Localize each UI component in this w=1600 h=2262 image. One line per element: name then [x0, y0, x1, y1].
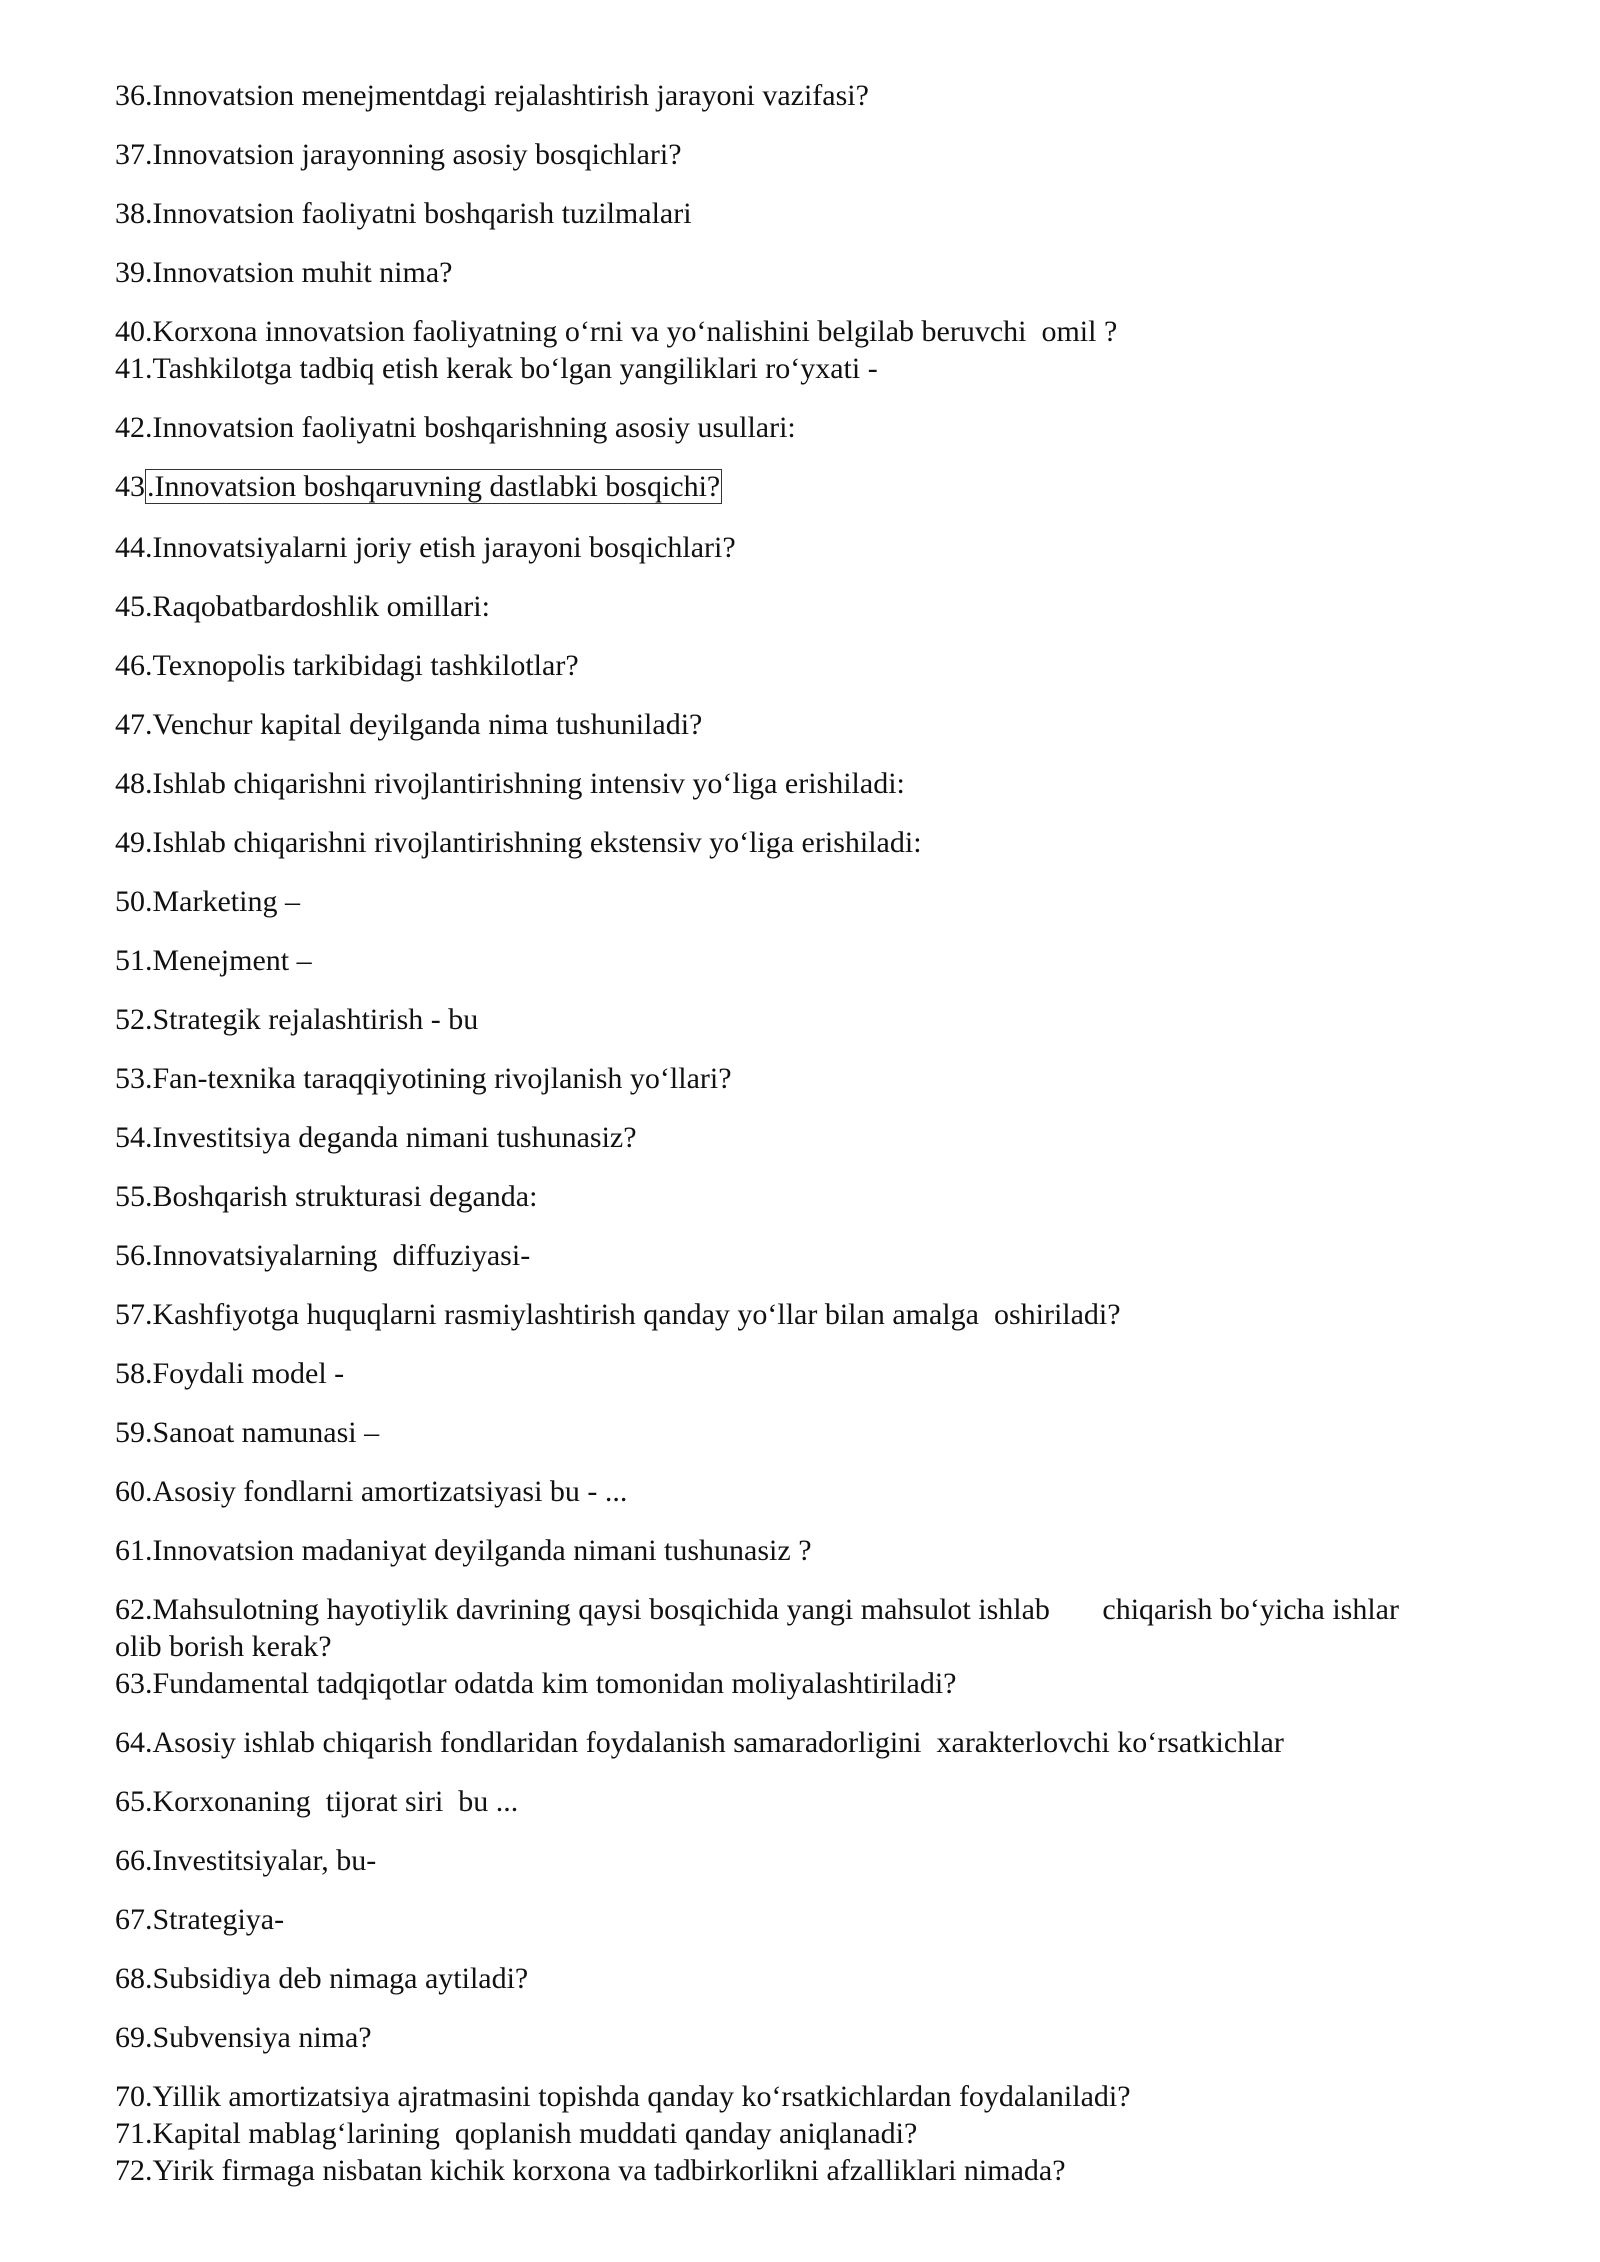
question-49 [115, 825, 922, 861]
question-number: 36 [115, 79, 145, 112]
question-text: .Investitsiyalar, bu- [145, 1844, 377, 1877]
question-number: 54 [115, 1121, 145, 1154]
question-text: .Subsidiya deb nimaga aytiladi? [145, 1962, 529, 1995]
question-number: 69 [115, 2021, 145, 2054]
question-54 [115, 1120, 637, 1156]
question-number: 38 [115, 197, 145, 230]
question-55 [115, 1179, 537, 1215]
question-number: 64 [115, 1726, 145, 1759]
question-text: .Innovatsion faoliyatni boshqarishning asosiy usullari: [145, 411, 796, 444]
question-51 [115, 943, 312, 979]
question-text: .Venchur kapital deyilganda nima tushuniladi? [145, 708, 703, 741]
question-text: .Kapital mablag‘larining qoplanish muddati qanday aniqlanadi? [145, 2117, 918, 2150]
question-text: .Innovatsion faoliyatni boshqarish tuzilmalari [145, 197, 692, 230]
question-text: .Foydali model - [145, 1357, 345, 1390]
question-text: .Fan-texnika taraqqiyotining rivojlanish yo‘llari? [145, 1062, 732, 1095]
question-53 [115, 1061, 732, 1097]
question-text: .Ishlab chiqarishni rivojlantirishning ekstensiv yo‘liga erishiladi: [145, 826, 922, 859]
question-70 [115, 2079, 1131, 2115]
question-69 [115, 2020, 372, 2056]
question-text: .Ishlab chiqarishni rivojlantirishning intensiv yo‘liga erishiladi: [145, 767, 905, 800]
question-67 [115, 1902, 284, 1938]
question-number: 70 [115, 2080, 145, 2113]
question-number: 68 [115, 1962, 145, 1995]
question-number: 47 [115, 708, 145, 741]
question-text: .Raqobatbardoshlik omillari: [145, 590, 490, 623]
question-40 [115, 314, 1117, 350]
question-50 [115, 884, 300, 920]
question-number: 45 [115, 590, 145, 623]
question-text: .Innovatsiyalarning diffuziyasi- [145, 1239, 531, 1272]
question-62-continuation [115, 1629, 332, 1665]
question-number: 39 [115, 256, 145, 289]
question-number: 51 [115, 944, 145, 977]
question-text: .Korxona innovatsion faoliyatning o‘rni va yo‘nalishini belgilab beruvchi omil ? [145, 315, 1118, 348]
question-number: 61 [115, 1534, 145, 1567]
question-text: .Tashkilotga tadbiq etish kerak bo‘lgan yangiliklari ro‘yxati - [145, 352, 878, 385]
question-text: .Texnopolis tarkibidagi tashkilotlar? [145, 649, 579, 682]
question-39 [115, 255, 452, 291]
question-61 [115, 1533, 812, 1569]
question-text: .Menejment – [145, 944, 312, 977]
question-text: .Innovatsion madaniyat deyilganda nimani tushunasiz ? [145, 1534, 812, 1567]
question-text: .Korxonaning tijorat siri bu ... [145, 1785, 519, 1818]
question-text: .Strategik rejalashtirish - bu [145, 1003, 479, 1036]
question-text: .Kashfiyotga huquqlarni rasmiylashtirish qanday yo‘llar bilan amalga oshiriladi? [145, 1298, 1121, 1331]
question-number: 40 [115, 315, 145, 348]
question-number: 48 [115, 767, 145, 800]
question-64 [115, 1725, 1284, 1761]
question-text: .Innovatsion muhit nima? [145, 256, 453, 289]
question-36 [115, 78, 869, 114]
question-number: 63 [115, 1667, 145, 1700]
question-number: 72 [115, 2154, 145, 2187]
question-48 [115, 766, 905, 802]
question-72 [115, 2153, 1066, 2189]
question-66 [115, 1843, 376, 1879]
question-number: 42 [115, 411, 145, 444]
question-number: 67 [115, 1903, 145, 1936]
question-text: .Fundamental tadqiqotlar odatda kim tomonidan moliyalashtiriladi? [145, 1667, 957, 1700]
question-text: .Innovatsion menejmentdagi rejalashtirish jarayoni vazifasi? [145, 79, 869, 112]
question-text: .Marketing – [145, 885, 300, 918]
question-number: 66 [115, 1844, 145, 1877]
question-71 [115, 2116, 917, 2152]
question-text: .Investitsiya deganda nimani tushunasiz? [145, 1121, 637, 1154]
question-52 [115, 1002, 478, 1038]
question-text: .Strategiya- [145, 1903, 285, 1936]
question-60 [115, 1474, 627, 1510]
question-text: .Yillik amortizatsiya ajratmasini topishda qanday ko‘rsatkichlardan foydalaniladi? [145, 2080, 1131, 2113]
question-number: 52 [115, 1003, 145, 1036]
question-number: 53 [115, 1062, 145, 1095]
question-number: 43 [115, 470, 145, 503]
question-number: 56 [115, 1239, 145, 1272]
question-58 [115, 1356, 344, 1392]
question-number: 62 [115, 1593, 145, 1626]
question-47 [115, 707, 702, 743]
question-number: 57 [115, 1298, 145, 1331]
question-text: .Subvensiya nima? [145, 2021, 372, 2054]
question-37 [115, 137, 682, 173]
question-text: .Innovatsiyalarni joriy etish jarayoni bosqichlari? [145, 531, 736, 564]
question-56 [115, 1238, 530, 1274]
question-57 [115, 1297, 1121, 1333]
question-41 [115, 351, 878, 387]
question-number: 49 [115, 826, 145, 859]
question-number: 59 [115, 1416, 145, 1449]
question-38 [115, 196, 692, 232]
question-46 [115, 648, 579, 684]
question-63 [115, 1666, 957, 1702]
question-text: .Asosiy fondlarni amortizatsiyasi bu - ... [145, 1475, 628, 1508]
question-44 [115, 530, 736, 566]
question-text: .Sanoat namunasi – [145, 1416, 380, 1449]
question-42 [115, 410, 796, 446]
question-68 [115, 1961, 528, 1997]
question-number: 58 [115, 1357, 145, 1390]
question-text: .Yirik firmaga nisbatan kichik korxona va tadbirkorlikni afzalliklari nimada? [145, 2154, 1066, 2187]
question-45 [115, 589, 490, 625]
question-65 [115, 1784, 518, 1820]
question-number: 37 [115, 138, 145, 171]
question-number: 41 [115, 352, 145, 385]
question-number: 60 [115, 1475, 145, 1508]
question-text: .Asosiy ishlab chiqarish fondlaridan foydalanish samaradorligini xarakterlovchi ko‘rsatkichlar [145, 1726, 1284, 1759]
question-text: .Boshqarish strukturasi deganda: [145, 1180, 538, 1213]
question-number: 55 [115, 1180, 145, 1213]
question-text: olib borish kerak? [115, 1630, 332, 1663]
question-number: 50 [115, 885, 145, 918]
question-text: .Mahsulotning hayotiylik davrining qaysi bosqichida yangi mahsulot ishlab chiqarish bo‘yicha ishlar [145, 1593, 1399, 1626]
question-number: 44 [115, 531, 145, 564]
question-62 [115, 1592, 1399, 1628]
question-number: 71 [115, 2117, 145, 2150]
question-number: 46 [115, 649, 145, 682]
question-43 [115, 469, 722, 505]
question-text: .Innovatsion jarayonning asosiy bosqichlari? [145, 138, 682, 171]
question-number: 65 [115, 1785, 145, 1818]
question-text-boxed: .Innovatsion boshqaruvning dastlabki bosqichi? [147, 470, 721, 503]
question-59 [115, 1415, 379, 1451]
